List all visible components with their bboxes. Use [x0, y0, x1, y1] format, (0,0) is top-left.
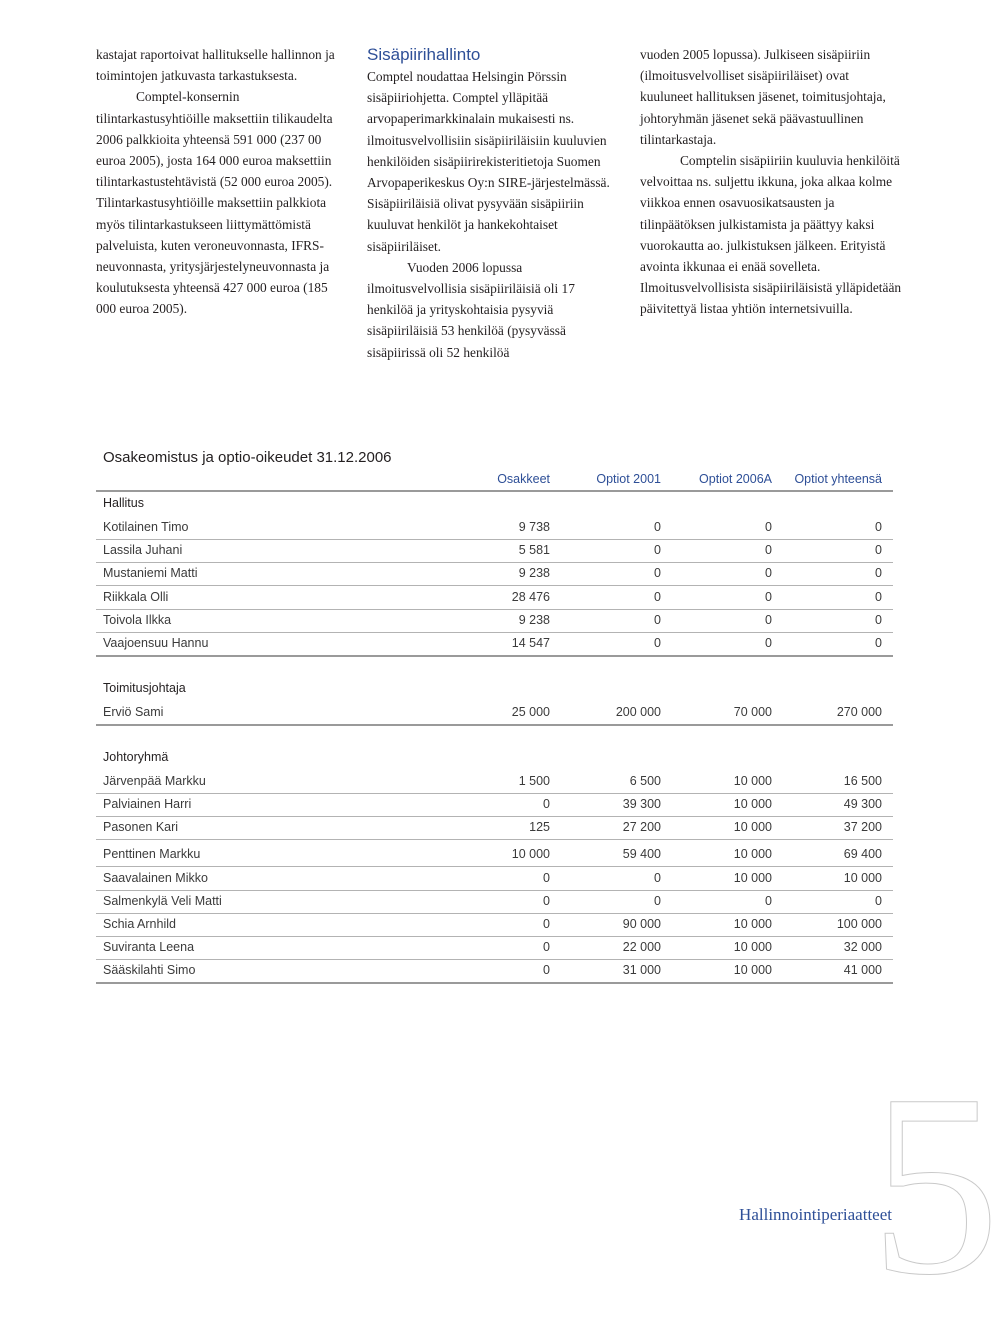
table-cell: 0: [543, 917, 550, 931]
person-name: Mustaniemi Matti: [103, 566, 198, 580]
table-cell: 0: [875, 894, 882, 908]
table-row: [96, 516, 893, 540]
paragraph: kastajat raportoivat hallitukselle hallinnon ja toimintojen jatkuvasta tarkastuksesta.: [96, 47, 335, 84]
table-cell: 10 000: [733, 940, 772, 954]
table-cell: 125: [529, 820, 550, 834]
header-rule: [96, 490, 893, 492]
table-row: [96, 793, 893, 817]
table-cell: 10 000: [733, 871, 772, 885]
column-header-optiot-2001: Optiot 2001: [596, 472, 661, 486]
table-row: [96, 770, 893, 794]
table-cell: 90 000: [622, 917, 661, 931]
table-cell: 0: [543, 963, 550, 977]
person-name: Toivola Ilkka: [103, 613, 172, 627]
table-cell: 0: [765, 613, 772, 627]
table-cell: 0: [765, 590, 772, 604]
footer-section-title: Hallinnointiperiaatteet: [739, 1205, 892, 1224]
table-cell: 39 300: [622, 797, 661, 811]
table-cell: 6 500: [629, 774, 661, 788]
table-cell: 32 000: [843, 940, 882, 954]
text-column-2: [367, 44, 620, 363]
table-cell: 49 300: [843, 797, 882, 811]
table-cell: 37 200: [843, 820, 882, 834]
table-row: [96, 913, 893, 937]
table-row: [96, 936, 893, 960]
table-row: [96, 539, 893, 563]
person-name: Palviainen Harri: [103, 797, 192, 811]
table-cell: 69 400: [843, 847, 882, 861]
table-cell: 10 000: [733, 820, 772, 834]
person-name: Lassila Juhani: [103, 543, 183, 557]
paragraph: Comptelin sisäpiiriin kuuluvia henkilöitä velvoittaa ns. suljettu ikkuna, joka alkaa kolme viikkoa ennen osavuosikatsausten ja tilinpäätöksen julkistamista ja päättyy kaksi vuorokautta ao. julkistuksen jälkeen. Erityistä avointa ikkunaa ei enää sovelleta. Ilmoitusvelvollisista sisäpiiriläisistä ylläpidetään päivitettyä listaa yhtiön internetsivuilla.: [640, 153, 902, 317]
table-cell: 0: [765, 894, 772, 908]
table-cell: 0: [765, 636, 772, 650]
section-heading: Sisäpiirihallinto: [367, 45, 481, 64]
table-cell: 0: [765, 543, 772, 557]
table-cell: 10 000: [733, 917, 772, 931]
table-cell: 0: [654, 894, 661, 908]
person-name: Penttinen Markku: [103, 847, 201, 861]
table-row: [96, 959, 893, 984]
person-name: Pasonen Kari: [103, 820, 179, 834]
table-cell: 0: [543, 940, 550, 954]
table-row: [96, 701, 893, 726]
table-cell: 70 000: [733, 705, 772, 719]
paragraph: vuoden 2005 lopussa). Julkiseen sisäpiiriin (ilmoitusvelvolliset sisäpiiriläiset) ovat kuuluneet hallituksen jäsenet, toimitusjohtaja, johtoryhmän jäsenet sekä päävastuullinen tilintarkastaja.: [640, 47, 886, 147]
person-name: Salmenkylä Veli Matti: [103, 894, 222, 908]
text-column-1: [96, 44, 344, 320]
table-cell: 10 000: [511, 847, 550, 861]
table-row: [96, 890, 893, 914]
table-cell: 200 000: [615, 705, 661, 719]
table-cell: 1 500: [518, 774, 550, 788]
person-name: Saavalainen Mikko: [103, 871, 208, 885]
table-cell: 9 238: [518, 566, 550, 580]
table-cell: 27 200: [622, 820, 661, 834]
person-name: Schia Arnhild: [103, 917, 176, 931]
section-label: Johtoryhmä: [103, 750, 169, 764]
table-cell: 0: [875, 613, 882, 627]
table-cell: 31 000: [622, 963, 661, 977]
table-cell: 0: [543, 894, 550, 908]
column-header-osakkeet: Osakkeet: [497, 472, 550, 486]
column-header-optiot-2006a: Optiot 2006A: [699, 472, 772, 486]
paragraph: Comptel-konsernin tilintarkastusyhtiöille maksettiin tilikaudelta 2006 palkkioita yhteensä 591 000 (237 00 euroa 2005), josta 164 000 euroa maksettiin tilintarkastustehtävistä (52 000 euroa 2005). Tilintarkastusyhtiöille maksettiin palkkiota myös tilintarkastukseen liittymättömistä palveluista, kuten veroneuvonnasta, IFRS-neuvonnasta, yritysjärjestelyneuvonnasta ja koulutuksesta yhteensä 427 000 euroa (185 000 euroa 2005).: [96, 89, 333, 317]
table-cell: 10 000: [733, 963, 772, 977]
person-name: Järvenpää Markku: [103, 774, 206, 788]
person-name: Kotilainen Timo: [103, 520, 189, 534]
table-cell: 0: [654, 566, 661, 580]
paragraph: Vuoden 2006 lopussa ilmoitusvelvollisia sisäpiiriläisiä oli 17 henkilöä ja yrityskohtaisia pysyviä sisäpiiriläisiä 53 henkilöä (pysyvässä sisäpiirissä oli 52 henkilöä: [367, 259, 575, 360]
table-row: [96, 867, 893, 891]
table-cell: 0: [654, 590, 661, 604]
person-name: Erviö Sami: [103, 705, 164, 719]
table-cell: 10 000: [843, 871, 882, 885]
table-cell: 0: [765, 520, 772, 534]
table-cell: 0: [765, 566, 772, 580]
table-cell: 41 000: [843, 963, 882, 977]
table-cell: 0: [654, 543, 661, 557]
table-row: [96, 562, 893, 586]
table-row: [96, 632, 893, 657]
person-name: Riikkala Olli: [103, 590, 169, 604]
person-name: Vaajoensuu Hannu: [103, 636, 209, 650]
table-cell: 0: [654, 520, 661, 534]
table-cell: 100 000: [836, 917, 882, 931]
paragraph: Comptel noudattaa Helsingin Pörssin sisäpiiriohjetta. Comptel ylläpitää arvopaperimarkkinalain mukaisesti ns. ilmoitusvelvollisiin sisäpiiriläisiin kuuluvien henkilöiden sisäpiirirekisteritietoja Suomen Arvopaperikeskus Oy:n SIRE-järjestelmässä. Sisäpiiriläisiä olivat pysyvään sisäpiiriin kuuluvat henkilöt ja hankekohtaiset sisäpiiriläiset.: [367, 69, 610, 254]
table-cell: 22 000: [622, 940, 661, 954]
table-cell: 0: [654, 613, 661, 627]
section-label: Hallitus: [103, 496, 144, 510]
table-cell: 0: [875, 590, 882, 604]
table-cell: 10 000: [733, 847, 772, 861]
table-cell: 0: [875, 636, 882, 650]
table-cell: 16 500: [843, 774, 882, 788]
table-cell: 28 476: [511, 590, 550, 604]
table-cell: 5 581: [518, 543, 550, 557]
table-row: [96, 816, 893, 840]
table-row: [96, 586, 893, 610]
table-cell: 0: [875, 566, 882, 580]
page-number: 5: [870, 1041, 1000, 1329]
table-row: [96, 843, 893, 867]
table-row: [96, 609, 893, 633]
table-cell: 0: [875, 520, 882, 534]
table-cell: 0: [654, 871, 661, 885]
text-column-3: [640, 44, 902, 320]
table-cell: 270 000: [836, 705, 882, 719]
table-cell: 9 738: [518, 520, 550, 534]
person-name: Suviranta Leena: [103, 940, 195, 954]
table-cell: 10 000: [733, 774, 772, 788]
column-header-optiot-yhteensa: Optiot yhteensä: [794, 472, 882, 486]
table-title: Osakeomistus ja optio-oikeudet 31.12.2006: [103, 449, 392, 466]
table-cell: 14 547: [511, 636, 550, 650]
table-cell: 25 000: [511, 705, 550, 719]
table-cell: 0: [543, 797, 550, 811]
table-cell: 10 000: [733, 797, 772, 811]
table-header: [96, 471, 893, 491]
table-cell: 0: [543, 871, 550, 885]
table-cell: 59 400: [622, 847, 661, 861]
table-cell: 0: [875, 543, 882, 557]
table-cell: 0: [654, 636, 661, 650]
table-cell: 9 238: [518, 613, 550, 627]
section-label: Toimitusjohtaja: [103, 681, 186, 695]
person-name: Sääskilahti Simo: [103, 963, 196, 977]
